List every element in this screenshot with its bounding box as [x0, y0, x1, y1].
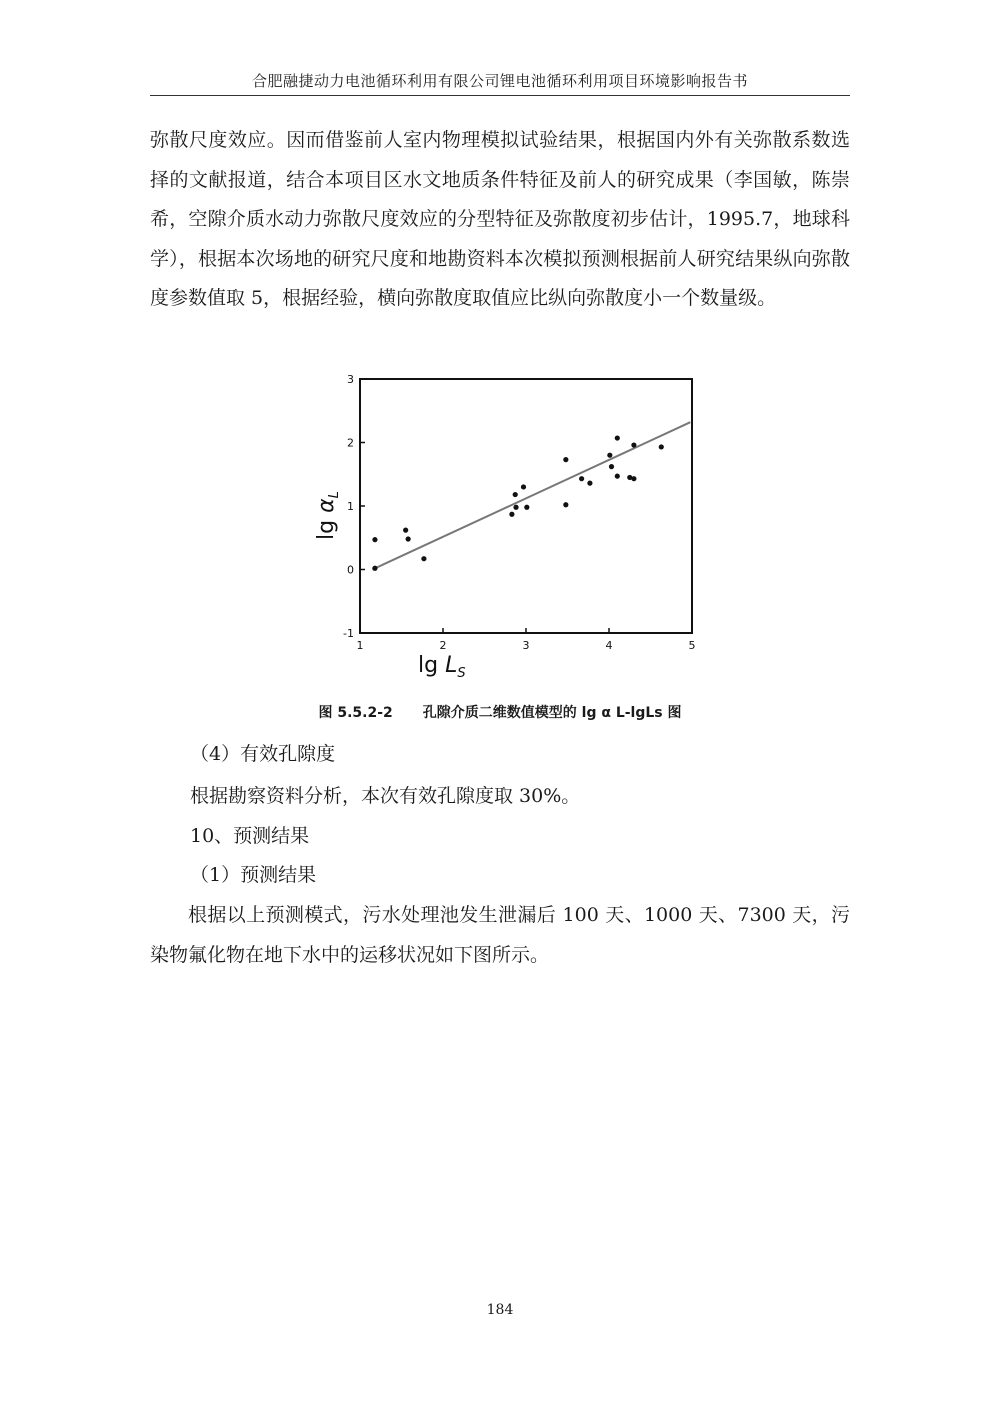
data-point	[587, 481, 592, 486]
data-point	[609, 464, 614, 469]
data-point	[563, 502, 568, 507]
data-point	[521, 484, 526, 489]
data-point	[421, 556, 426, 561]
figure-title: 孔隙介质二维数值模型的 lg α L-lgLs 图	[422, 705, 682, 721]
paragraph-dispersion: 弥散尺度效应。因而借鉴前人室内物理模拟试验结果，根据国内外有关弥散系数选择的文献报道，结合本项目区水文地质条件特征及前人的研究成果（李国敏，陈崇希，空隙介质水动力弥散尺度效应的分型特征及弥散度初步估计，1995.7，地球科学），根据本次场地的研究尺度和地勘资料本次模拟预测根据前人研究结果纵向弥散度参数值取 5，根据经验，横向弥散度取值应比纵向弥散度小一个数量级。	[150, 129, 850, 309]
y-axis-label: $\lg \alpha_L$	[314, 491, 342, 540]
data-point	[631, 442, 636, 447]
data-point	[659, 444, 664, 449]
data-point	[372, 566, 377, 571]
effective-porosity-text: 根据勘察资料分析，本次有效孔隙度取 30%。	[190, 785, 581, 807]
data-point	[615, 435, 620, 440]
figure-caption	[150, 702, 850, 722]
data-point	[372, 537, 377, 542]
running-header: 合肥融捷动力电池循环利用有限公司锂电池循环利用项目环境影响报告书	[251, 72, 748, 90]
section-effective-porosity: （4）有效孔隙度	[190, 743, 336, 765]
data-point	[403, 528, 408, 533]
figure-lg-alpha-lgls	[300, 364, 720, 688]
data-point	[513, 505, 518, 510]
y-tick-label: 2	[347, 436, 354, 450]
y-tick-label: 0	[347, 563, 354, 577]
page-number: 184	[486, 1302, 514, 1318]
paragraph-prediction: 根据以上预测模式，污水处理池发生泄漏后 100 天、1000 天、7300 天，污染物氟化物在地下水中的运移状况如下图所示。	[150, 904, 850, 966]
x-tick-label: 5	[688, 639, 696, 652]
subsection-prediction-results: （1）预测结果	[190, 864, 317, 886]
scatter-chart	[300, 364, 720, 684]
header-rule	[150, 95, 850, 96]
regression-line	[372, 422, 690, 569]
data-point	[524, 505, 529, 510]
y-tick-label: 1	[347, 500, 354, 513]
data-point	[406, 536, 411, 541]
x-tick-label: 1	[356, 639, 364, 652]
data-point	[631, 476, 636, 481]
x-tick-label: 4	[605, 639, 613, 652]
x-axis-label: $\lg L_S$	[418, 653, 466, 681]
data-point	[513, 492, 518, 497]
data-point	[579, 476, 584, 481]
y-tick-label: -1	[343, 627, 354, 640]
section-prediction-results: 10、预测结果	[190, 825, 310, 847]
data-point	[509, 512, 514, 517]
data-point	[607, 453, 612, 458]
data-point	[615, 474, 620, 479]
x-tick-label: 3	[522, 639, 530, 652]
x-tick-label: 2	[439, 639, 447, 652]
figure-number: 图 5.5.2-2	[318, 705, 393, 721]
y-tick-label: 3	[347, 373, 354, 386]
data-point	[563, 457, 568, 462]
